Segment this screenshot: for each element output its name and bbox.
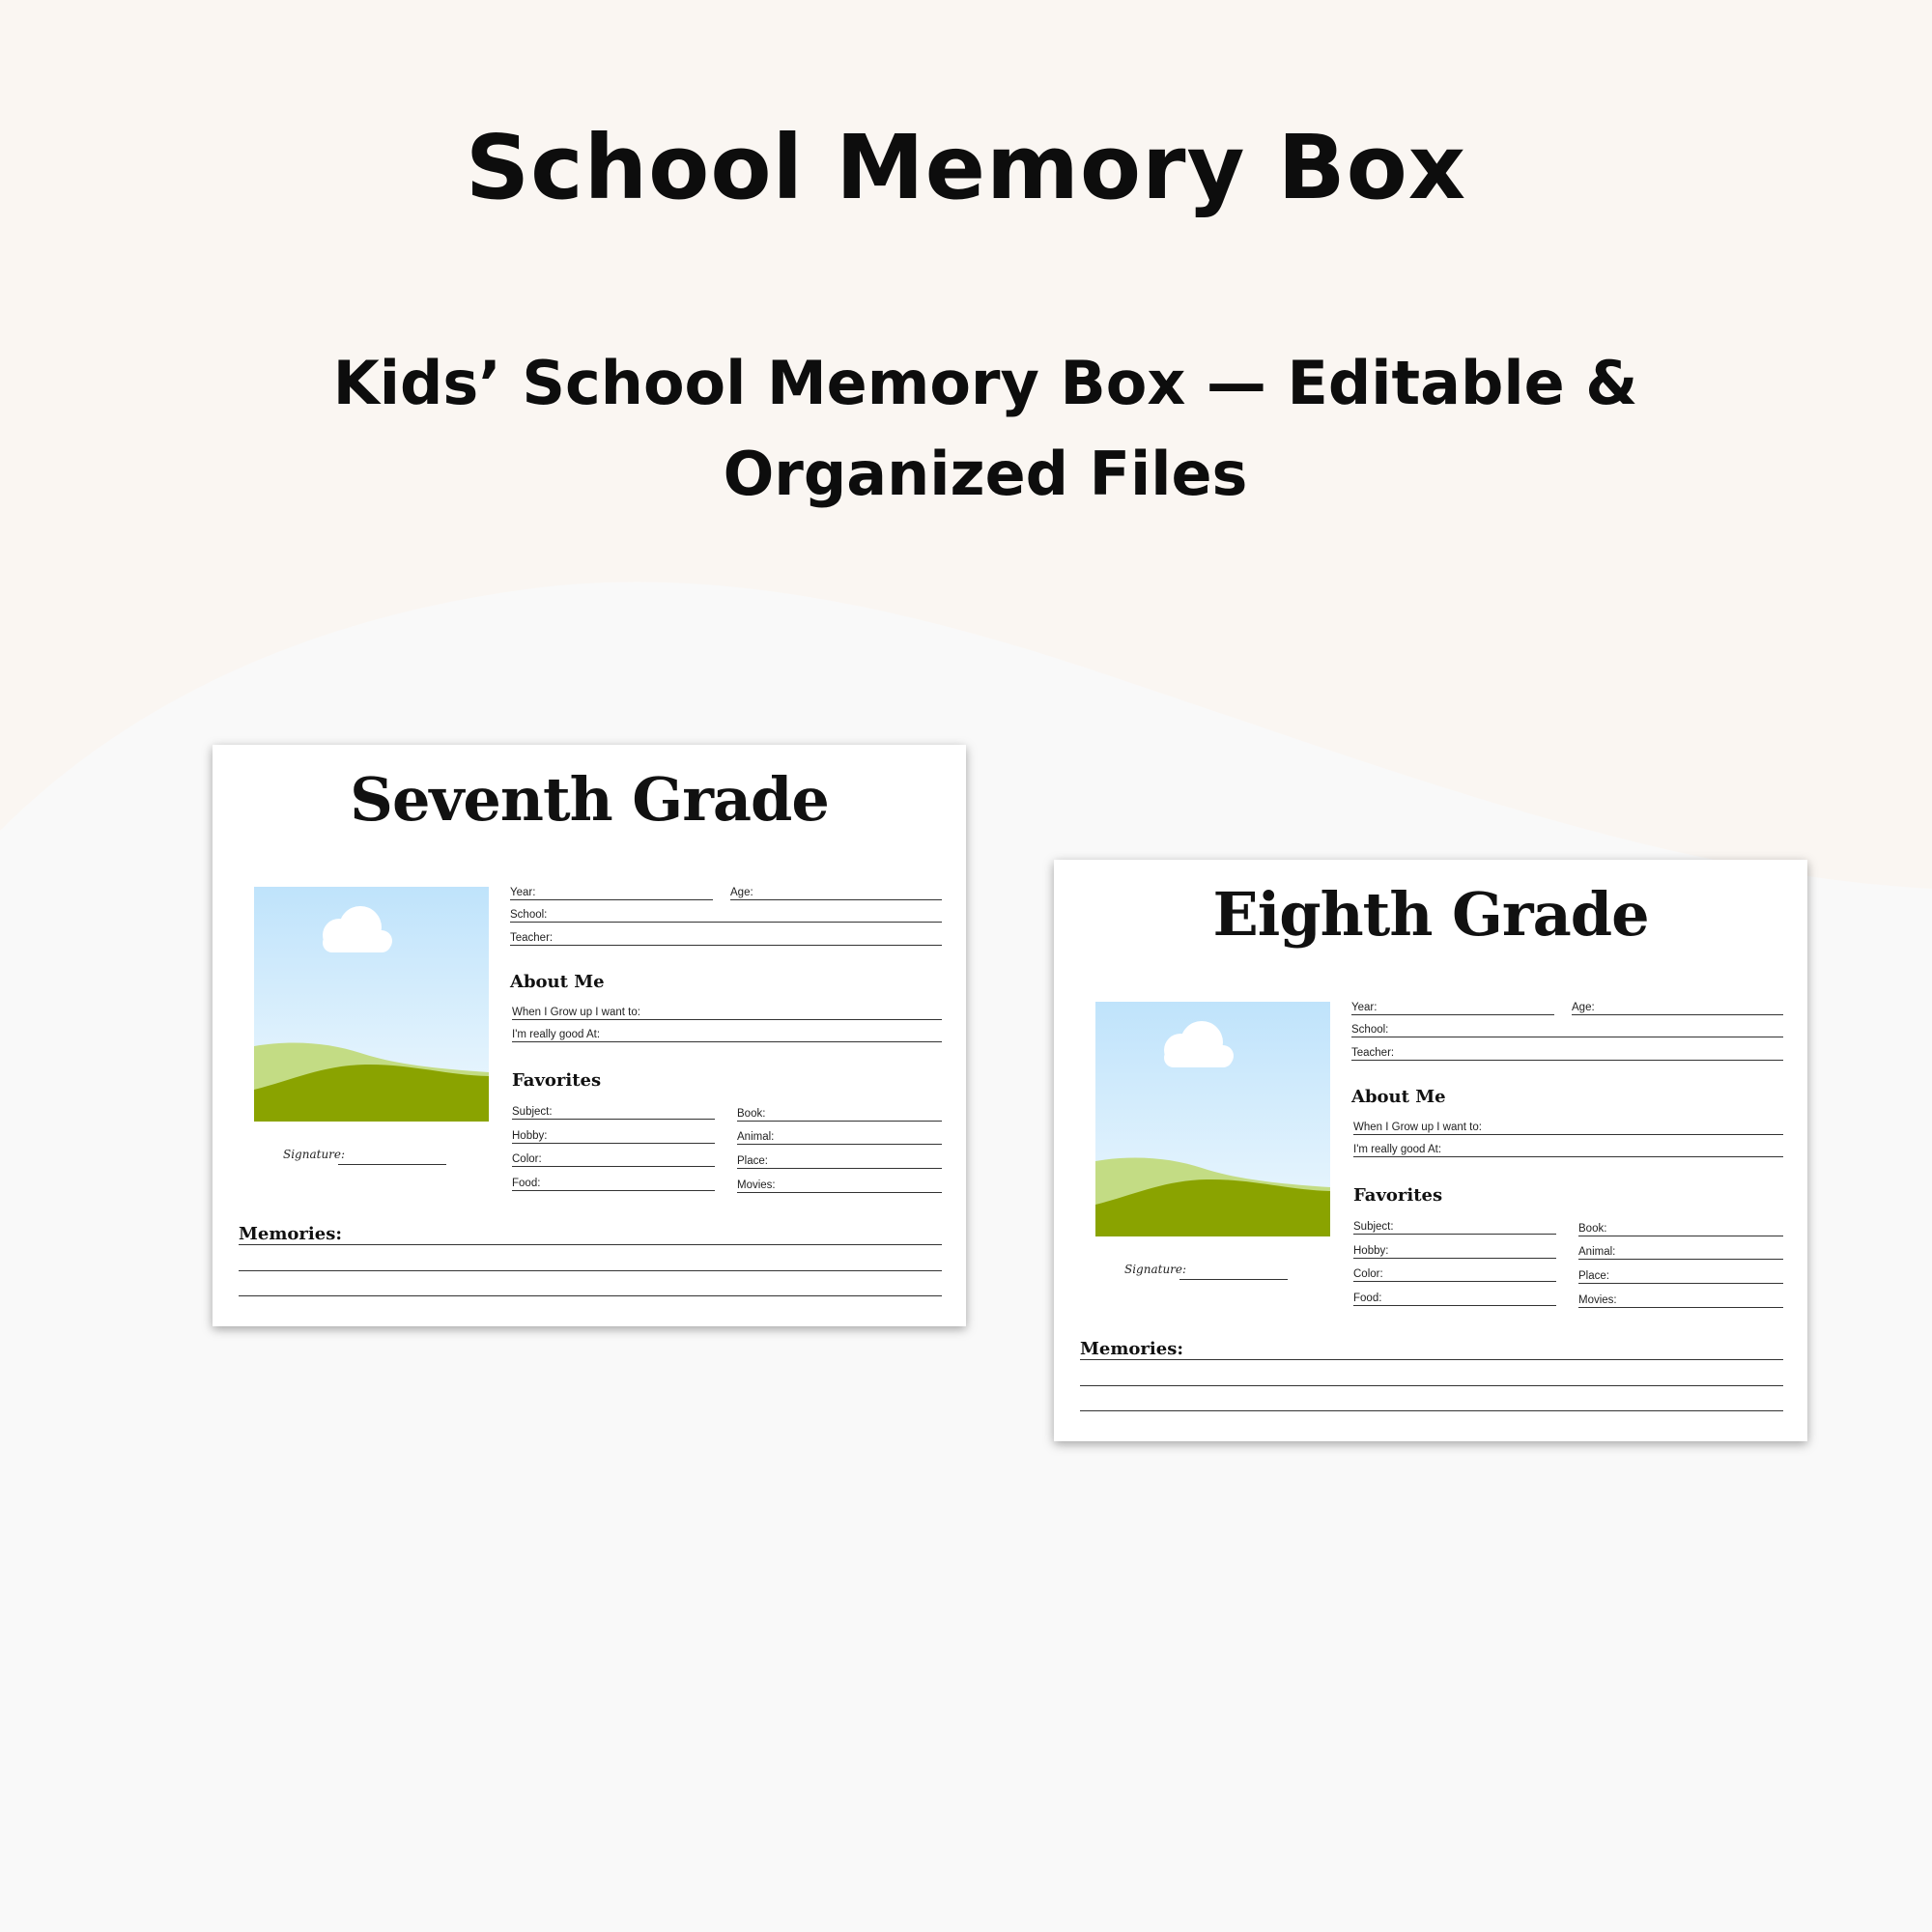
- age-field[interactable]: [730, 887, 942, 904]
- field-label: Color:: [512, 1153, 542, 1165]
- field-label: School:: [510, 909, 548, 921]
- field-label: Subject:: [512, 1106, 553, 1118]
- food-field[interactable]: [512, 1178, 715, 1195]
- subject-field[interactable]: [512, 1106, 715, 1123]
- field-label: School:: [1351, 1024, 1389, 1036]
- field-label: Year:: [510, 887, 536, 898]
- worksheet-seventh-grade: [213, 745, 966, 1326]
- movies-field[interactable]: [737, 1179, 942, 1197]
- page-subtitle: Kids’ School Memory Box — Editable & Organized Files: [332, 348, 1638, 509]
- signature-field[interactable]: [283, 1146, 447, 1175]
- memories-line[interactable]: [1080, 1359, 1783, 1360]
- photo-placeholder-icon: [1095, 1002, 1330, 1236]
- hobby-field[interactable]: [512, 1130, 715, 1148]
- field-label: I'm really good At:: [1353, 1144, 1442, 1155]
- field-label: Subject:: [1353, 1221, 1394, 1233]
- hobby-field[interactable]: [1353, 1245, 1556, 1263]
- favorites-heading: Favorites: [1353, 1185, 1443, 1206]
- field-label: Animal:: [737, 1131, 775, 1143]
- worksheet-eighth-grade: [1054, 860, 1807, 1441]
- field-label: When I Grow up I want to:: [512, 1007, 640, 1018]
- memories-line[interactable]: [239, 1295, 942, 1296]
- book-field[interactable]: [737, 1108, 942, 1125]
- place-field[interactable]: [737, 1155, 942, 1173]
- field-label: Movies:: [1578, 1294, 1617, 1306]
- book-field[interactable]: [1578, 1223, 1783, 1240]
- field-label: Year:: [1351, 1002, 1378, 1013]
- field-label: Place:: [1578, 1270, 1609, 1282]
- good-at-field[interactable]: [512, 1029, 942, 1046]
- subject-field[interactable]: [1353, 1221, 1556, 1238]
- teacher-field[interactable]: [1351, 1047, 1783, 1065]
- school-field[interactable]: [510, 909, 942, 926]
- about-me-heading: About Me: [510, 972, 605, 992]
- memories-line[interactable]: [239, 1270, 942, 1271]
- field-label: Book:: [737, 1108, 766, 1120]
- field-label: Color:: [1353, 1268, 1383, 1280]
- field-label: Food:: [1353, 1293, 1382, 1304]
- field-label: Hobby:: [1353, 1245, 1389, 1257]
- memories-label: Memories:: [239, 1224, 342, 1244]
- grow-up-field[interactable]: [512, 1007, 942, 1024]
- field-label: Teacher:: [1351, 1047, 1395, 1059]
- field-label: Food:: [512, 1178, 541, 1189]
- color-field[interactable]: [512, 1153, 715, 1171]
- memories-line[interactable]: [1080, 1385, 1783, 1386]
- favorites-heading: Favorites: [512, 1070, 602, 1091]
- memories-label: Memories:: [1080, 1339, 1183, 1359]
- about-me-heading: About Me: [1351, 1087, 1446, 1107]
- field-label: Hobby:: [512, 1130, 548, 1142]
- teacher-field[interactable]: [510, 932, 942, 950]
- field-label: When I Grow up I want to:: [1353, 1122, 1482, 1133]
- field-label: Place:: [737, 1155, 768, 1167]
- field-label: Age:: [1572, 1002, 1595, 1013]
- field-label: Age:: [730, 887, 753, 898]
- animal-field[interactable]: [1578, 1246, 1783, 1264]
- color-field[interactable]: [1353, 1268, 1556, 1286]
- field-label: Animal:: [1578, 1246, 1616, 1258]
- year-field[interactable]: [510, 887, 713, 904]
- signature-label: Signature:: [1124, 1263, 1187, 1276]
- school-field[interactable]: [1351, 1024, 1783, 1041]
- grow-up-field[interactable]: [1353, 1122, 1783, 1139]
- age-field[interactable]: [1572, 1002, 1783, 1019]
- signature-label: Signature:: [283, 1148, 346, 1161]
- memories-line[interactable]: [239, 1244, 942, 1245]
- sheet-title: Seventh Grade: [350, 764, 829, 835]
- good-at-field[interactable]: [1353, 1144, 1783, 1161]
- movies-field[interactable]: [1578, 1294, 1783, 1312]
- field-label: Book:: [1578, 1223, 1607, 1235]
- photo-placeholder-icon: [254, 887, 489, 1122]
- field-label: Movies:: [737, 1179, 776, 1191]
- sheet-title: Eighth Grade: [1212, 879, 1649, 950]
- food-field[interactable]: [1353, 1293, 1556, 1310]
- memories-line[interactable]: [1080, 1410, 1783, 1411]
- page-title: School Memory Box: [465, 116, 1467, 219]
- place-field[interactable]: [1578, 1270, 1783, 1288]
- year-field[interactable]: [1351, 1002, 1554, 1019]
- field-label: I'm really good At:: [512, 1029, 601, 1040]
- animal-field[interactable]: [737, 1131, 942, 1149]
- field-label: Teacher:: [510, 932, 554, 944]
- signature-field[interactable]: [1124, 1261, 1289, 1290]
